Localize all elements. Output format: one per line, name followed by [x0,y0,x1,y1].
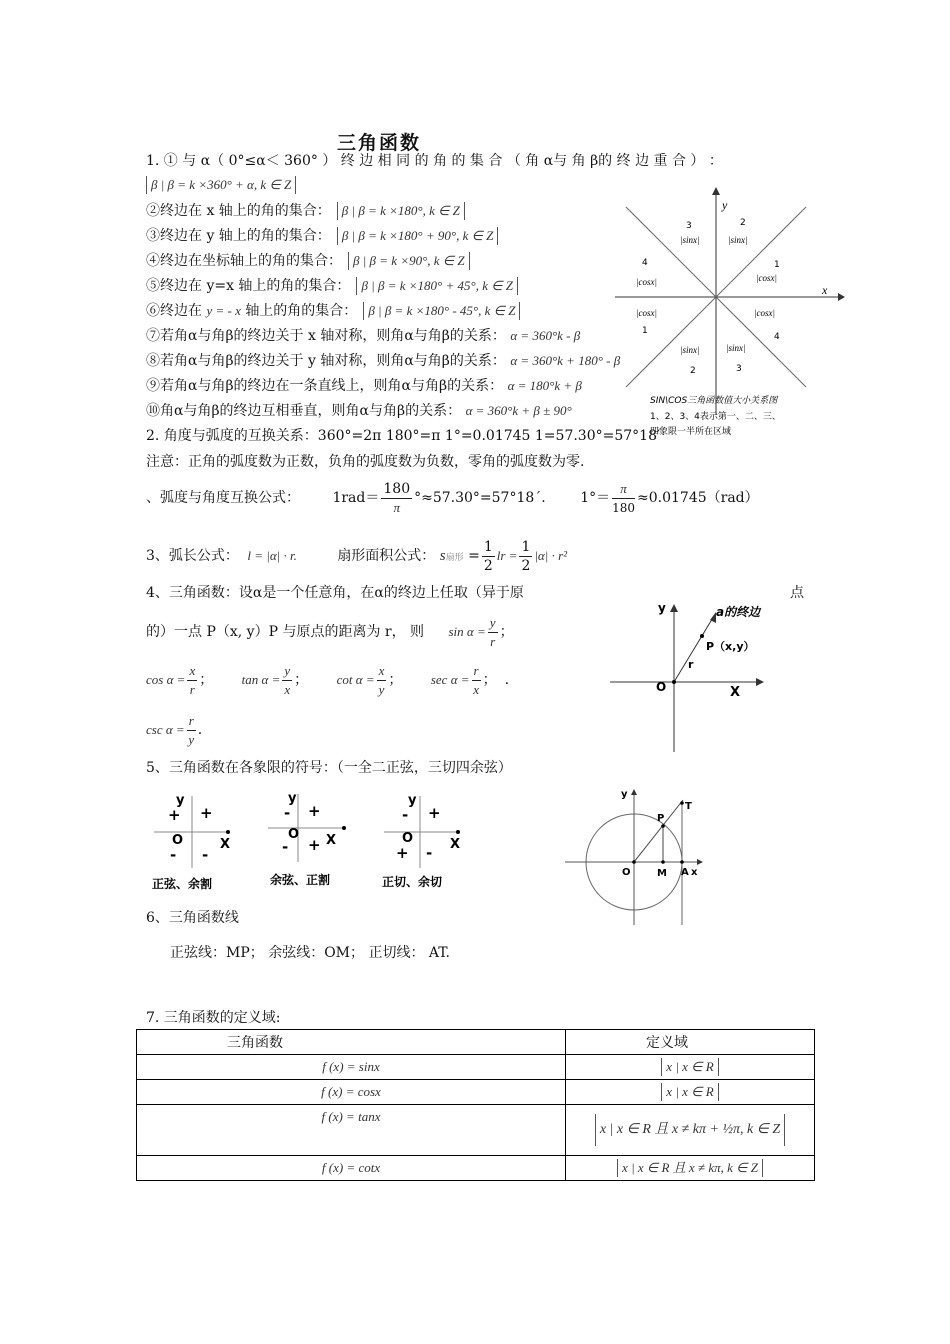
row-fn: f (x) = tanx [137,1105,566,1156]
sinx-top-left: |sinx| [680,235,700,245]
quadrant-sign-diagrams [150,790,480,895]
sec1-line8: ⑧若角α与角β的终边关于 y 轴对称，则角α与角β的关系： [146,353,506,369]
d3-y: y [408,793,417,808]
fig1-caption-2: 1、2、3、4表示第一、二、三、 [650,412,781,422]
sec2-pi-num: π [612,480,635,499]
sec4-sin-num: y [488,614,498,633]
sec1-f7: α = 360°k - β [510,328,581,343]
sec1-set3: β | β = k ×180° + 90°, k ∈ Z [337,227,499,245]
sec4-line2: 的）一点 P（x, y）P 与原点的距离为 r， 则 [146,624,425,640]
sec3-sub: 扇形 [445,553,464,563]
circle-a-label: A [681,867,689,878]
unit-circle-diagram [565,785,710,930]
d1-o: O [172,833,184,848]
sec1-line9: ⑨若角α与角β的终边在一条直线上，则角α与角β的关系： [146,378,504,394]
row-domain: x | x ∈ R 且 x ≠ kπ + ½π, k ∈ Z [595,1114,785,1146]
sec1-line5: ⑤终边在 y=x 轴上的角的集合： [146,278,351,294]
sec1-set1: β | β = k ×360° + α, k ∈ Z [146,176,296,194]
sec1-set4: β | β = k ×90°, k ∈ Z [348,252,470,270]
sec4-sec-dot: . [504,672,510,688]
sec2-pi: π [393,499,400,515]
d1-y: y [176,793,185,808]
sec2-num180-den: 180 [612,500,636,515]
sec4-csc: csc α = [146,722,185,737]
sec7-title: 7. 三角函数的定义域: [146,1010,281,1026]
y-label: y [722,198,728,212]
d1-label: 正弦、余割 [152,877,213,891]
row-domain: x | x ∈ R [661,1083,718,1101]
d3-q2-sign: - [402,806,409,824]
circle-m-label: M [657,868,667,879]
circle-point-t [680,801,684,805]
sec2-rad-b: °≈57.30°=57°18ˊ. [414,490,546,506]
sec2-note: 注意：正角的弧度数为正数，负角的弧度数为负数，零角的弧度数为零. [146,454,585,470]
header-function: 三角函数 [137,1030,566,1055]
sec4-csc-num: r [187,712,196,731]
d2-label: 余弦、正割 [270,873,331,887]
circle-t-label: T [685,801,692,812]
fig2-x-label: X [730,685,741,700]
sin-cos-quadrant-diagram [600,185,845,435]
circle-p-label: P [657,813,665,824]
d3-q1-sign: + [428,804,441,822]
sinx-top-right: |sinx| [728,235,748,245]
fig2-r-label: r [688,658,694,671]
sec4-cos-semi: ； [199,672,214,688]
row-fn: f (x) = sinx [137,1055,566,1080]
sec3-area-label: 扇形面积公式： [337,548,436,564]
sec1-f9: α = 180°k + β [507,378,582,393]
d2-q2-sign: - [284,804,291,822]
sec2-num180: 180 [383,480,411,497]
table-row [137,1055,815,1080]
y-arrow-icon [712,187,720,195]
d3-q4-sign: - [426,844,433,862]
sec4-sin: sin α = [448,624,486,639]
sec1-f10: α = 360°k + β ± 90° [465,403,572,418]
sec4-cot: cot α = [336,672,375,687]
sec4-sin-den: r [490,633,496,649]
num-1-left: 1 [642,326,648,336]
d2-q4-sign: + [308,836,321,854]
sec1-line6b: 轴上的角的集合： [245,303,358,319]
x-label: x [822,283,828,297]
sec1-line7: ⑦若角α与角β的终边关于 x 轴对称，则角α与角β的关系： [146,328,506,344]
circle-origin [632,860,636,864]
sec1-f8: α = 360°k + 180° - β [510,353,621,368]
d2-o: O [288,827,300,842]
sec4-cos-den: r [189,681,195,697]
sec4-tan: tan α = [241,672,281,687]
circle-y-label: y [621,789,628,800]
sec6-title: 6、三角函数线 [146,910,239,926]
cosx-left-up: |cosx| [636,277,657,287]
cosx-right-up: |cosx| [756,273,777,283]
header-domain: 定义域 [566,1030,815,1055]
circle-x-arrow-icon [697,859,703,865]
sec3-lr: lr = [496,548,518,563]
sec2-conv-prefix: 、弧度与角度互换公式： [146,490,300,506]
x-arrow-icon [838,293,845,301]
sec3-eq1: = [468,548,480,564]
circle-y-arrow-icon [631,789,637,795]
sec4-sec-semi: ； [482,672,497,688]
sec4-csc-dot: . [197,722,203,738]
fig2-x-arrow-icon [756,678,764,686]
fig1-caption-1: SIN\COS三角函数值大小关系图 [650,396,778,406]
sec4-sec-num: r [472,662,481,681]
fig2-origin-dot [672,680,676,684]
row-domain: x | x ∈ R 且 x ≠ kπ, k ∈ Z [617,1159,763,1177]
cosx-right-down: |cosx| [754,308,775,318]
table-row [137,1105,815,1156]
d1-q1-sign: + [200,804,213,822]
sec1-line3: ③终边在 y 轴上的角的集合： [146,228,331,244]
d3-x-dot [456,830,460,834]
fig2-a-label: a的终边 [716,605,761,619]
d3-x: X [450,837,461,852]
sec2-deg-b: ≈0.01745（rad） [637,490,759,506]
d1-q4-sign: - [202,846,209,864]
sec4-cos-num: x [187,662,197,681]
sec3-two-b: 2 [521,557,531,574]
sec3-label: 3、弧长公式： [146,548,239,564]
cosx-left-down: |cosx| [636,308,657,318]
sec4-line1: 4、三角函数：设α是一个任意角，在α的终边上任取（异于原 [146,585,524,601]
sinx-bottom-right: |sinx| [726,343,746,353]
sec1-axis6: y = - x [206,303,241,318]
terminal-side-diagram [610,598,780,756]
num-3-top: 3 [686,221,692,231]
d3-q3-sign: + [396,844,409,862]
sec4-tan-semi: ； [294,672,309,688]
sec4-line1-end: 点 [790,585,804,601]
d1-q2-sign: + [168,806,181,824]
row-fn: f (x) = cotx [137,1156,566,1181]
sec1-line6a: ⑥终边在 [146,303,202,319]
fig2-y-label: y [658,601,666,615]
sec2-line1: 2. 角度与弧度的互换关系：360°=2π 180°=π 1°=0.01745 1=57.30°=57°18′ [146,428,661,444]
circle-point-a [680,860,684,864]
num-4-left: 4 [642,258,648,268]
d2-x-dot [342,826,346,830]
circle-o-label: O [622,867,631,878]
table-header-row [137,1030,815,1055]
num-4-right: 4 [774,332,780,342]
d2-x: X [326,833,337,848]
sinx-bottom-left: |sinx| [680,345,700,355]
sec1-line4: ④终边在坐标轴上的角的集合： [146,253,342,269]
d2-q3-sign: - [282,838,289,856]
page-title: 三角函数 [337,132,422,154]
sec4-tan-den: x [284,681,291,697]
d1-x: X [220,837,231,852]
sec5-title: 5、三角函数在各象限的符号：（一全二正弦，三切四余弦） [146,760,512,776]
sec1-set6: β | β = k ×180° - 45°, k ∈ Z [363,302,520,320]
sec3-two-a: 2 [483,557,493,574]
sec4-sec: sec α = [430,672,470,687]
sec1-line10: ⑩角α与角β的终边互相垂直，则角α与角β的关系： [146,403,462,419]
fig2-p-label: P（x,y） [706,640,755,653]
num-2-bottom: 2 [690,366,696,376]
circle-x-label: x [691,867,698,878]
sec2-rad-a: 1rad＝ [332,490,380,506]
fig1-caption-3: 四象限一半所在区域 [650,427,732,435]
sec6-lines: 正弦线：MP； 余弦线：OM； 正切线： AT. [170,945,450,961]
d2-q1-sign: + [308,802,321,820]
sec4-cos: cos α = [146,672,186,687]
sec1-set2: β | β = k ×180°, k ∈ Z [337,202,465,220]
sec4-cot-num: x [377,662,387,681]
num-3-bottom: 3 [736,364,742,374]
d1-x-dot [226,830,230,834]
terminal-line [634,800,683,862]
sec4-csc-den: y [188,731,195,747]
d3-o: O [402,831,414,846]
table-row [137,1080,815,1105]
sec4-sin-semi: ； [499,624,514,640]
circle-point-p [661,824,665,828]
row-domain: x | x ∈ R [661,1058,718,1076]
sec3-tail: |α| · r² [534,548,568,563]
table-row [137,1156,815,1181]
sec4-sec-den: x [473,681,479,697]
circle-point-m [661,860,665,864]
sec2-deg-a: 1°＝ [580,490,611,506]
d1-q3-sign: - [170,846,177,864]
sec4-cot-den: y [378,681,385,697]
domain-table [136,1029,815,1181]
d2-y: y [288,791,297,806]
num-1-right: 1 [774,260,780,270]
fig2-o-label: O [656,680,667,694]
sec3-s: s [439,548,446,564]
sec4-tan-num: y [282,662,292,681]
row-fn: f (x) = cosx [137,1080,566,1105]
sec3-one-a: 1 [483,538,493,555]
sec4-cot-semi: ； [388,672,403,688]
sec1-line2: ②终边在 x 轴上的角的集合： [146,203,331,219]
sec3-arc: l = |α| · r. [247,548,297,563]
fig2-y-arrow-icon [670,604,678,612]
sec3-one-b: 1 [521,538,531,555]
num-2-top: 2 [740,218,746,228]
sec1-set5: β | β = k ×180° + 45°, k ∈ Z [356,277,518,295]
sec1-line1: 1. ① 与 α（ 0°≤α＜ 360° ） 终 边 相 同 的 角 的 集 合 （ 角 α与 角 β的 终 边 重 合 ） ： [146,153,723,169]
d3-label: 正切、余切 [382,875,443,889]
fig2-point-p [700,634,704,638]
